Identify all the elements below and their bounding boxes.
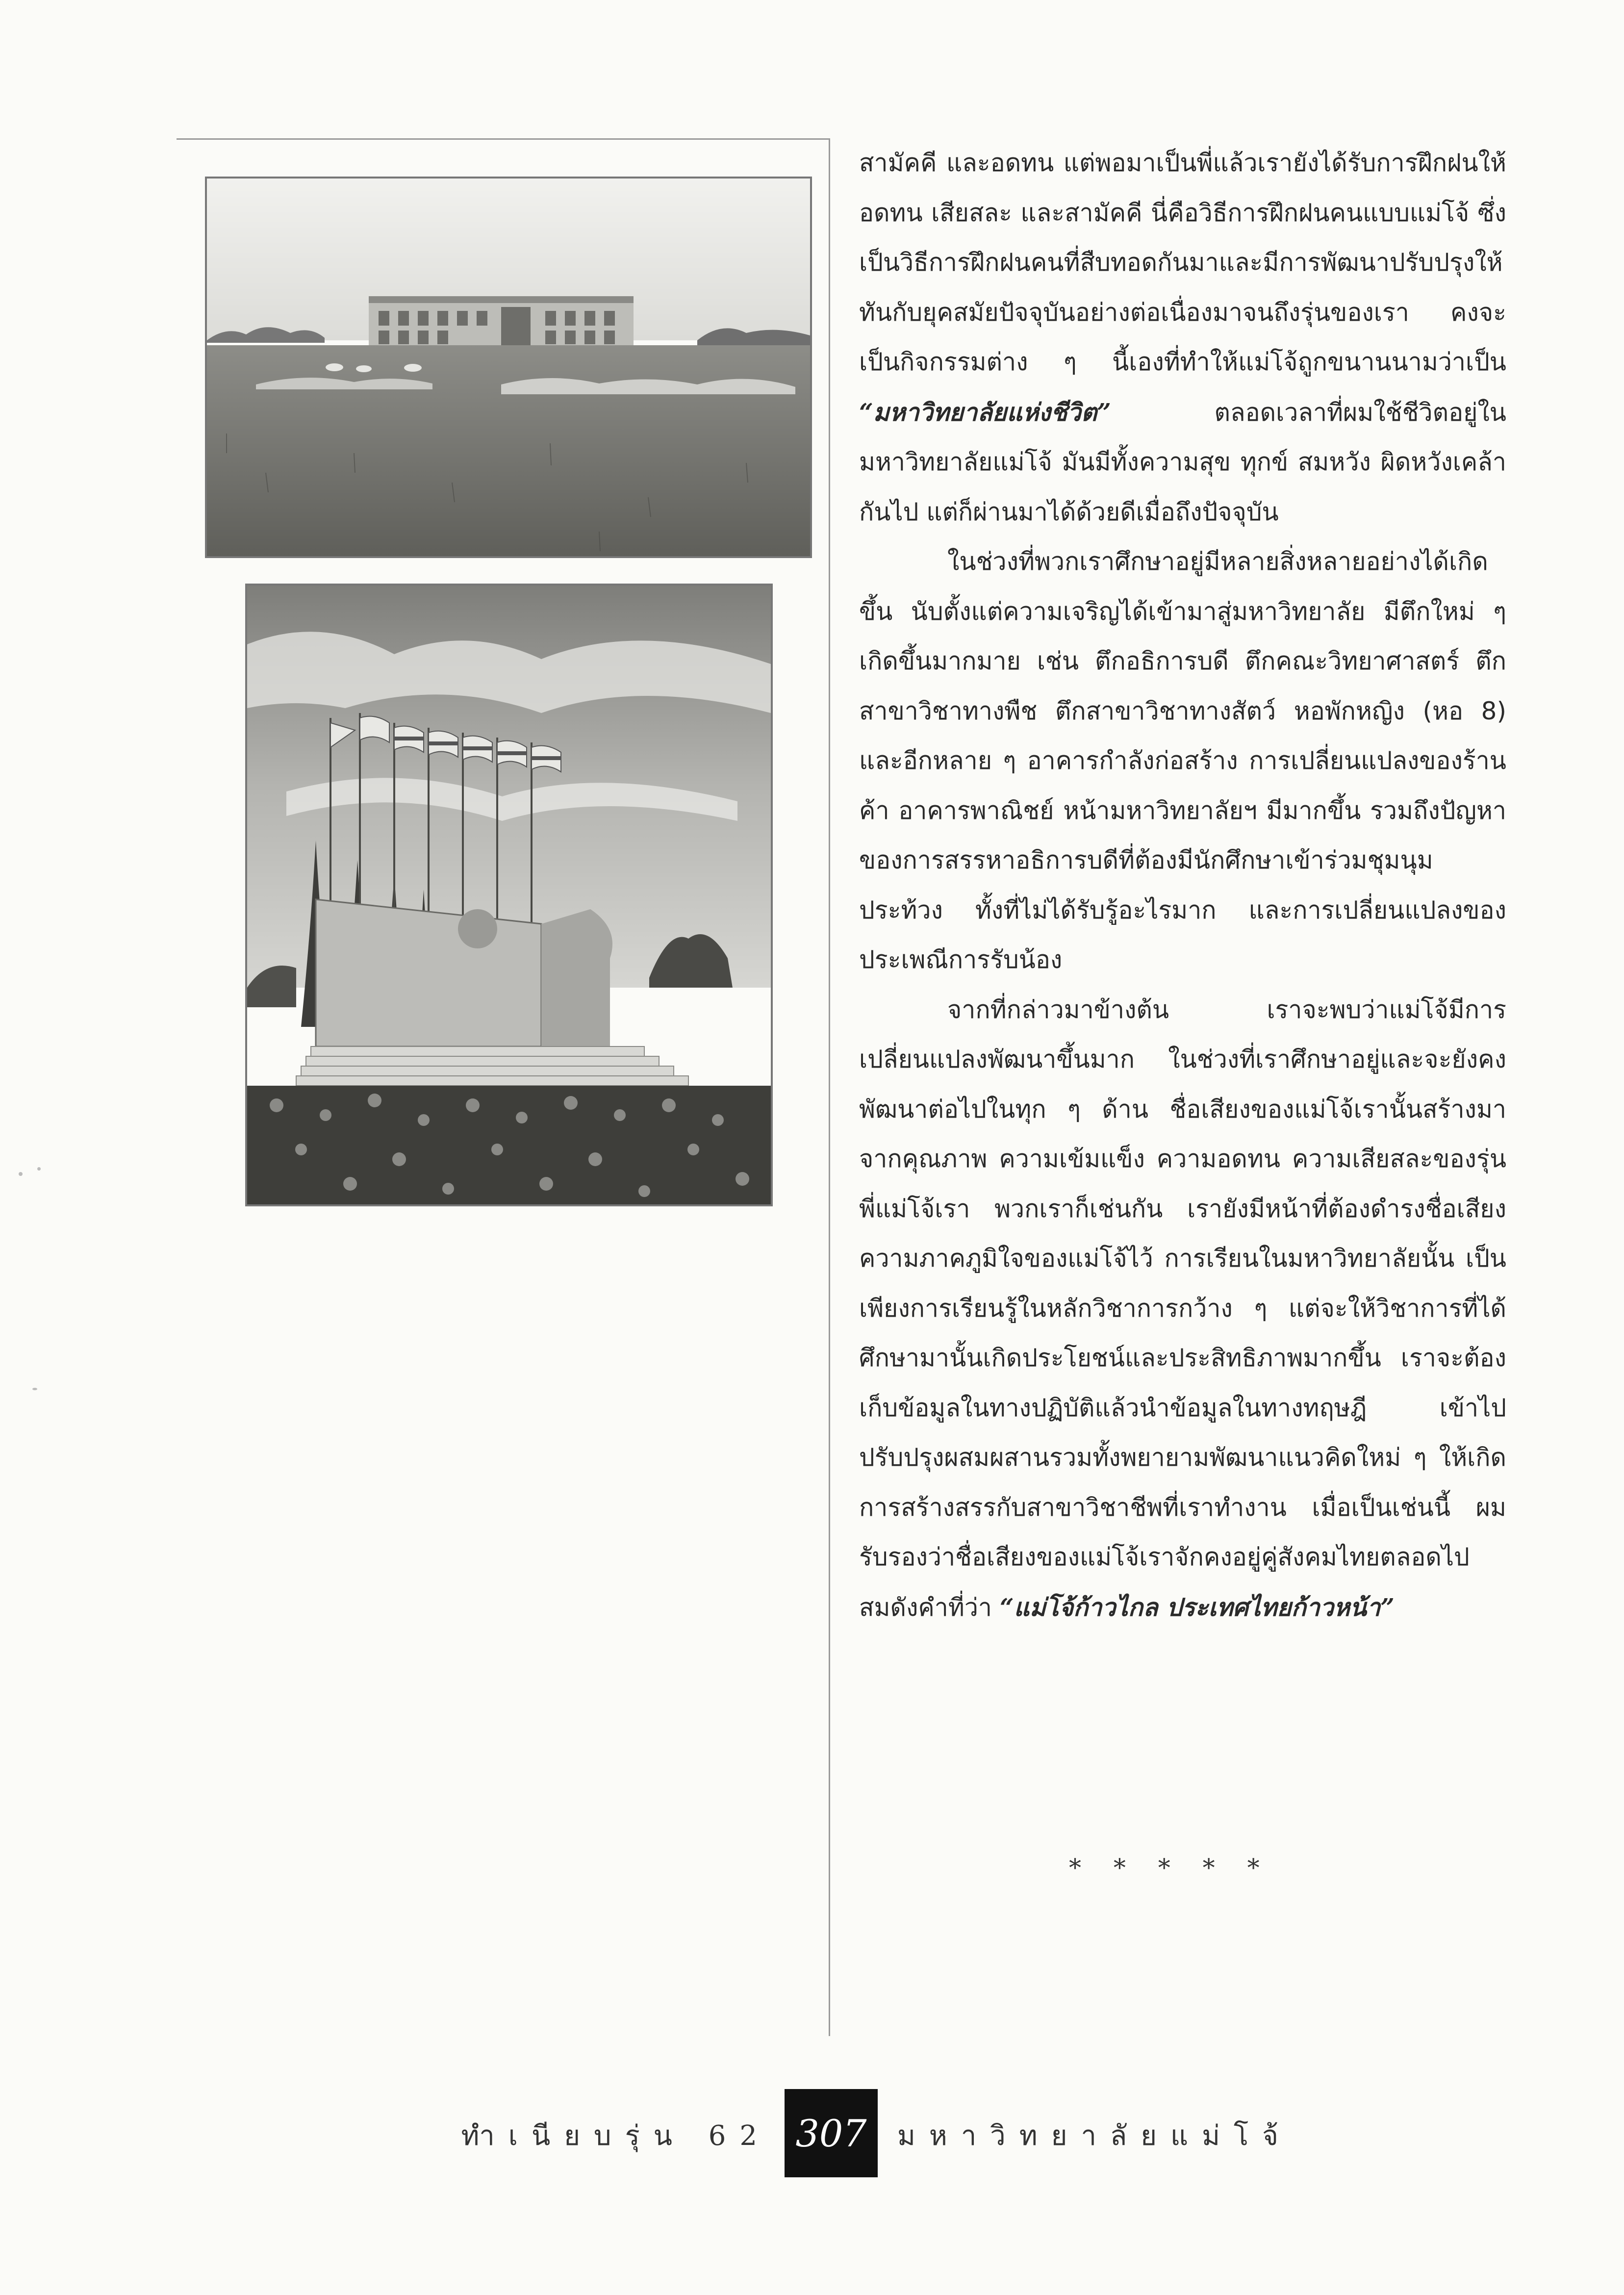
article-paragraph-1	[859, 138, 1506, 537]
paragraph-3-text: จากที่กล่าวมาข้างต้น เราจะพบว่าแม่โจ้มีการเปลี่ยนแปลงพัฒนาขึ้นมาก ในช่วงที่เราศึกษาอยู่และจะยังคงพัฒนาต่อไปในทุก ๆ ด้าน ชื่อเสียงของแม่โจ้เรานั้นสร้างมาจากคุณภาพ ความเข้มแข็ง ความอดทน ความเสียสละของรุ่นพี่แม่โจ้เรา พวกเราก็เช่นกัน เรายังมีหน้าที่ต้องดำรงชื่อเสียง ความภาคภูมิใจของแม่โจ้ไว้ การเรียนในมหาวิทยาลัยนั้น เป็นเพียงการเรียนรู้ในหลักวิชาการกว้าง ๆ แต่จะให้วิชาการที่ได้ศึกษามานั้นเกิดประโยชน์และประสิทธิภาพมากขึ้น เราจะต้องเก็บข้อมูลในทางปฏิบัติแล้วนำข้อมูลในทางทฤษฎี เข้าไปปรับปรุงผสมผสานรวมทั้งพยายามพัฒนาแนวคิดใหม่ ๆ ให้เกิดการสร้างสรรกับสาขาวิชาชีพที่เราทำงาน เมื่อเป็นเช่นนี้ ผมรับรองว่าชื่อเสียงของแม่โจ้เราจักคงอยู่คู่สังคมไทยตลอดไป สมดังคำที่ว่า	[859, 995, 1506, 1622]
monument-photo-icon	[247, 586, 771, 1204]
top-rule	[177, 138, 829, 140]
paragraph-1-tail: ตลอดเวลาที่ผมใช้ชีวิตอยู่ในมหาวิทยาลัยแม่โจ้ มันมีทั้งความสุข ทุกข์ สมหวัง ผิดหวังเคล้ากันไป แต่ก็ผ่านมาได้ด้วยดีเมื่อถึงปัจจุบัน	[859, 398, 1506, 526]
flag-monument-photo	[245, 584, 773, 1206]
footer-yearbook-label: ทำเนียบรุ่น 62	[461, 2120, 771, 2152]
scan-speck	[32, 1388, 37, 1390]
column-divider	[829, 138, 830, 2036]
university-of-life-phrase: “มหาวิทยาลัยแห่งชีวิต”	[859, 397, 1111, 427]
article-paragraph-2: ในช่วงที่พวกเราศึกษาอยู่มีหลายสิ่งหลายอย่างได้เกิดขึ้น นับตั้งแต่ความเจริญได้เข้ามาสู่มหาวิทยาลัย มีตึกใหม่ ๆ เกิดขึ้นมากมาย เช่น ตึกอธิการบดี ตึกคณะวิทยาศาสตร์ ตึกสาขาวิชาทางพืช ตึกสาขาวิชาทางสัตว์ หอพักหญิง (หอ 8) และอีกหลาย ๆ อาคารกำลังก่อสร้าง การเปลี่ยนแปลงของร้านค้า อาคารพาณิชย์ หน้ามหาวิทยาลัยฯ มีมากขึ้น รวมถึงปัญหาของการสรรหาอธิการบดีที่ต้องมีนักศึกษาเข้าร่วมชุมนุมประท้วง ทั้งที่ไม่ได้รับรู้อะไรมาก และการเปลี่ยนแปลงของประเพณีการรับน้อง	[859, 547, 1506, 974]
campus-building-photo	[205, 177, 812, 558]
closing-slogan: “แม่โจ้ก้าวไกล ประเทศไทยก้าวหน้า”	[999, 1592, 1395, 1622]
section-end-stars: * * * * *	[1069, 1854, 1260, 1882]
article-paragraph-3	[859, 985, 1506, 1633]
footer-university-label: มหาวิทยาลัยแม่โจ้	[897, 2120, 1292, 2152]
scan-speck	[19, 1172, 23, 1176]
article-body	[859, 138, 1506, 1632]
page-footer	[0, 2089, 1624, 2177]
scan-speck	[37, 1167, 41, 1171]
page-number: 307	[785, 2089, 878, 2177]
campus-photo-icon	[207, 178, 810, 556]
paragraph-1-text: สามัคคี และอดทน แต่พอมาเป็นพี่แล้วเรายังได้รับการฝึกฝนให้อดทน เสียสละ และสามัคคี นี่คือวิธีการฝึกฝนคนแบบแม่โจ้ ซึ่งเป็นวิธีการฝึกฝนคนที่สืบทอดกันมาและมีการพัฒนาปรับปรุงให้ทันกับยุคสมัยปัจจุบันอย่างต่อเนื่องมาจนถึงรุ่นของเรา คงจะเป็นกิจกรรมต่าง ๆ นี้เองที่ทำให้แม่โจ้ถูกขนานนามว่าเป็น	[859, 149, 1506, 376]
